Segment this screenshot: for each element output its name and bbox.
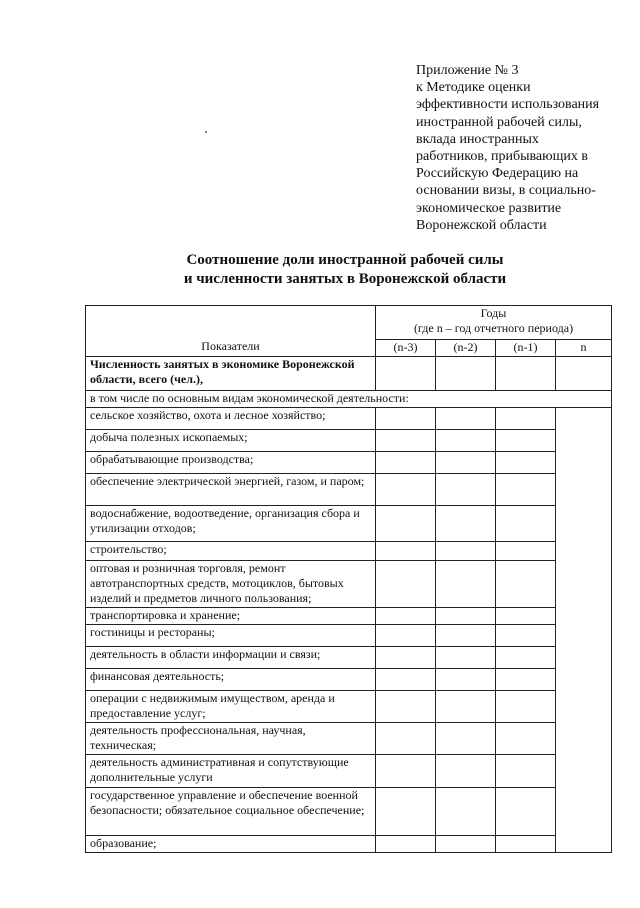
table-row: [86, 836, 612, 853]
data-cell: [376, 669, 436, 691]
section-row: [86, 391, 612, 408]
scan-speck: [205, 131, 207, 133]
data-cell: [376, 452, 436, 474]
data-cell: [496, 625, 556, 647]
data-cell: [376, 647, 436, 669]
row-label: строительство;: [86, 542, 376, 561]
appendix-line: Воронежской области: [416, 217, 547, 233]
data-cell: [496, 647, 556, 669]
row-label: сельское хозяйство, охота и лесное хозяйство;: [86, 408, 376, 430]
table-row: [86, 357, 612, 391]
header-indicators: Показатели: [86, 306, 376, 357]
indicators-table: [85, 305, 612, 853]
data-cell: [436, 691, 496, 723]
data-cell: [376, 430, 436, 452]
data-cell: [496, 430, 556, 452]
data-cell: [436, 788, 496, 836]
row-label: добыча полезных ископаемых;: [86, 430, 376, 452]
table-row: [86, 723, 612, 755]
row-label: транспортировка и хранение;: [86, 608, 376, 625]
table-row: [86, 506, 612, 542]
data-cell: [496, 506, 556, 542]
row-label: водоснабжение, водоотведение, организация сбора и утилизации отходов;: [86, 506, 376, 542]
table-row: [86, 561, 612, 608]
data-cell: [496, 755, 556, 788]
data-cell: [436, 836, 496, 853]
data-cell: [436, 542, 496, 561]
header-col: (n-2): [436, 340, 496, 357]
data-cell: [376, 608, 436, 625]
header-col: n: [556, 340, 612, 357]
data-cell: [376, 691, 436, 723]
data-cell: [376, 542, 436, 561]
data-cell: [496, 723, 556, 755]
data-cell: [376, 723, 436, 755]
data-cell: [376, 561, 436, 608]
data-cell: [436, 357, 496, 391]
row-label: оптовая и розничная торговля, ремонт автотранспортных средств, мотоциклов, бытовых изделий и предметов личного пользования;: [86, 561, 376, 608]
appendix-line: основании визы, в социально-: [416, 183, 596, 199]
table-row: [86, 788, 612, 836]
table-row: [86, 669, 612, 691]
document-title: [0, 251, 640, 289]
header-col: (n-1): [496, 340, 556, 357]
data-cell: [376, 755, 436, 788]
row-label: государственное управление и обеспечение военной безопасности; обязательное социальное обеспечение;: [86, 788, 376, 836]
row-label: деятельность в области информации и связи;: [86, 647, 376, 669]
data-cell: [436, 647, 496, 669]
row-label: финансовая деятельность;: [86, 669, 376, 691]
data-cell: [436, 506, 496, 542]
total-row-label: Численность занятых в экономике Воронежской области, всего (чел.),: [86, 357, 376, 391]
table-row: [86, 625, 612, 647]
table-row: [86, 430, 612, 452]
data-cell: [436, 561, 496, 608]
table-row: [86, 755, 612, 788]
row-label: деятельность административная и сопутствующие дополнительные услуги: [86, 755, 376, 788]
header-years-label: Годы: [480, 306, 507, 320]
header-years-note: (где n – год отчетного периода): [413, 321, 574, 335]
data-cell: [376, 474, 436, 506]
table-row: [86, 542, 612, 561]
data-cell: [436, 452, 496, 474]
data-cell: [436, 408, 496, 430]
header-row: [86, 306, 612, 340]
data-cell: [436, 723, 496, 755]
row-label: обрабатывающие производства;: [86, 452, 376, 474]
data-cell: [436, 669, 496, 691]
row-label: деятельность профессиональная, научная, техническая;: [86, 723, 376, 755]
data-cell: [496, 474, 556, 506]
appendix-line: иностранной рабочей силы,: [416, 114, 582, 130]
title-line-2: и численности занятых в Воронежской области: [183, 271, 507, 287]
appendix-line: эффективности использования: [416, 97, 600, 113]
data-cell: [496, 836, 556, 853]
appendix-line: вклада иностранных: [416, 131, 539, 147]
header-col: (n-3): [376, 340, 436, 357]
appendix-line: работников, прибывающих в: [416, 149, 588, 165]
appendix-line: Приложение № 3: [416, 63, 519, 78]
appendix-line: экономическое развитие: [416, 200, 562, 216]
data-cell: [376, 625, 436, 647]
data-cell: [436, 608, 496, 625]
data-cell: [556, 357, 612, 391]
table-row: [86, 691, 612, 723]
title-line-1: Соотношение доли иностранной рабочей силы: [186, 252, 504, 268]
table-row: [86, 608, 612, 625]
data-cell: [496, 669, 556, 691]
table-row: [86, 408, 612, 430]
data-cell: [436, 625, 496, 647]
table-body: [86, 306, 612, 853]
table-row: [86, 647, 612, 669]
row-label: операции с недвижимым имуществом, аренда и предоставление услуг;: [86, 691, 376, 723]
data-cell: [376, 506, 436, 542]
data-cell: [376, 836, 436, 853]
data-cell: [496, 452, 556, 474]
row-label: образование;: [86, 836, 376, 853]
data-cell: [496, 561, 556, 608]
data-cell: [376, 408, 436, 430]
data-cell: [376, 788, 436, 836]
data-cell: [496, 691, 556, 723]
data-cell: [376, 357, 436, 391]
data-cell: [496, 608, 556, 625]
table-row: [86, 452, 612, 474]
appendix-block: [416, 62, 631, 234]
data-cell: [496, 408, 556, 430]
data-cell: [436, 430, 496, 452]
data-cell: [436, 474, 496, 506]
data-cell: [436, 755, 496, 788]
table-row: [86, 474, 612, 506]
appendix-line: к Методике оценки: [416, 80, 531, 96]
data-cell: [496, 357, 556, 391]
section-label: в том числе по основным видам экономической деятельности:: [86, 391, 612, 408]
row-label: гостиницы и рестораны;: [86, 625, 376, 647]
n-column-cell: [556, 408, 612, 853]
appendix-line: Российскую Федерацию на: [416, 166, 579, 182]
header-years: [376, 306, 612, 340]
row-label: обеспечение электрической энергией, газом, и паром;: [86, 474, 376, 506]
data-cell: [496, 542, 556, 561]
data-cell: [496, 788, 556, 836]
